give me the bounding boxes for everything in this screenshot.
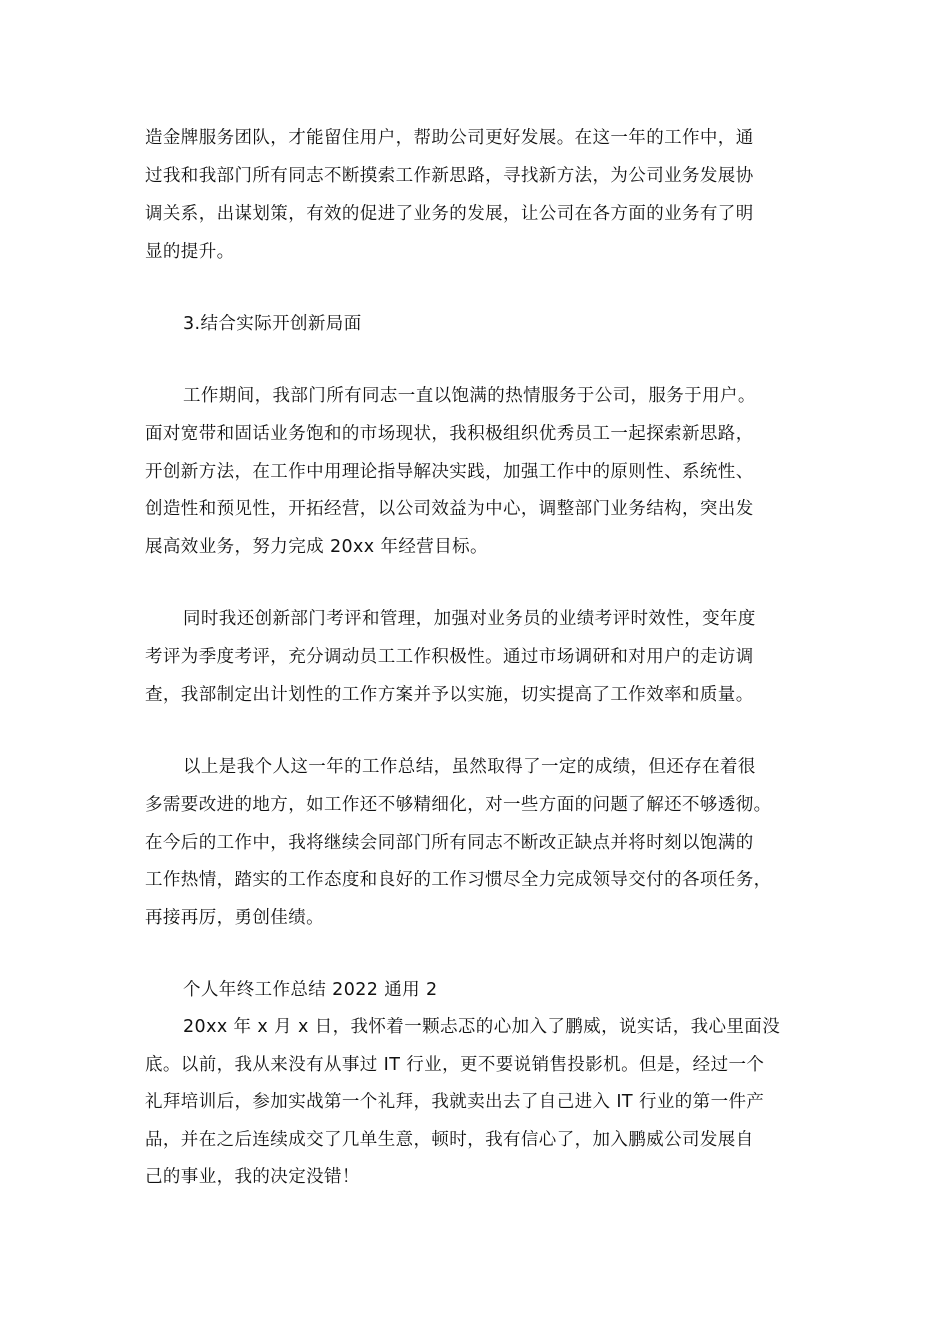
paragraph-line: 在今后的工作中，我将继续会同部门所有同志不断改正缺点并将时刻以饱满的 — [145, 833, 754, 853]
paragraph-line: 20xx 年 x 月 x 日，我怀着一颗忐忑的心加入了鹏威，说实话，我心里面没 — [183, 1017, 781, 1037]
paragraph-line: 造金牌服务团队，才能留住用户，帮助公司更好发展。在这一年的工作中，通 — [145, 128, 754, 148]
paragraph-line: 己的事业，我的决定没错！ — [145, 1167, 360, 1187]
section-title: 个人年终工作总结 2022 通用 2 — [183, 980, 438, 1000]
paragraph-line: 工作期间，我部门所有同志一直以饱满的热情服务于公司，服务于用户。 — [183, 386, 756, 406]
paragraph-line: 品，并在之后连续成交了几单生意，顿时，我有信心了，加入鹏威公司发展自 — [145, 1130, 754, 1150]
paragraph-line: 展高效业务，努力完成 20xx 年经营目标。 — [145, 537, 488, 557]
paragraph-line: 礼拜培训后，参加实战第一个礼拜，我就卖出去了自己进入 IT 行业的第一件产 — [145, 1092, 765, 1112]
paragraph-line: 多需要改进的地方，如工作还不够精细化，对一些方面的问题了解还不够透彻。 — [145, 795, 772, 815]
paragraph-line: 查，我部制定出计划性的工作方案并予以实施，切实提高了工作效率和质量。 — [145, 685, 754, 705]
paragraph-line: 同时我还创新部门考评和管理，加强对业务员的业绩考评时效性，变年度 — [183, 609, 756, 629]
paragraph-line: 创造性和预见性，开拓经营，以公司效益为中心，调整部门业务结构，突出发 — [145, 499, 754, 519]
paragraph-line: 开创新方法，在工作中用理论指导解决实践，加强工作中的原则性、系统性、 — [145, 462, 754, 482]
paragraph-line: 显的提升。 — [145, 242, 235, 262]
paragraph-line: 以上是我个人这一年的工作总结，虽然取得了一定的成绩，但还存在着很 — [183, 757, 756, 777]
paragraph-line: 调关系，出谋划策，有效的促进了业务的发展，让公司在各方面的业务有了明 — [145, 204, 754, 224]
paragraph-line: 工作热情，踏实的工作态度和良好的工作习惯尽全力完成领导交付的各项任务， — [145, 870, 772, 890]
paragraph-line: 过我和我部门所有同志不断摸索工作新思路，寻找新方法，为公司业务发展协 — [145, 166, 754, 186]
paragraph-line: 再接再厉，勇创佳绩。 — [145, 908, 324, 928]
paragraph-line: 面对宽带和固话业务饱和的市场现状，我积极组织优秀员工一起探索新思路， — [145, 424, 754, 444]
paragraph-line: 考评为季度考评，充分调动员工工作积极性。通过市场调研和对用户的走访调 — [145, 647, 754, 667]
paragraph-line: 底。以前，我从来没有从事过 IT 行业，更不要说销售投影机。但是，经过一个 — [145, 1055, 765, 1075]
section-heading: 3.结合实际开创新局面 — [183, 314, 362, 334]
